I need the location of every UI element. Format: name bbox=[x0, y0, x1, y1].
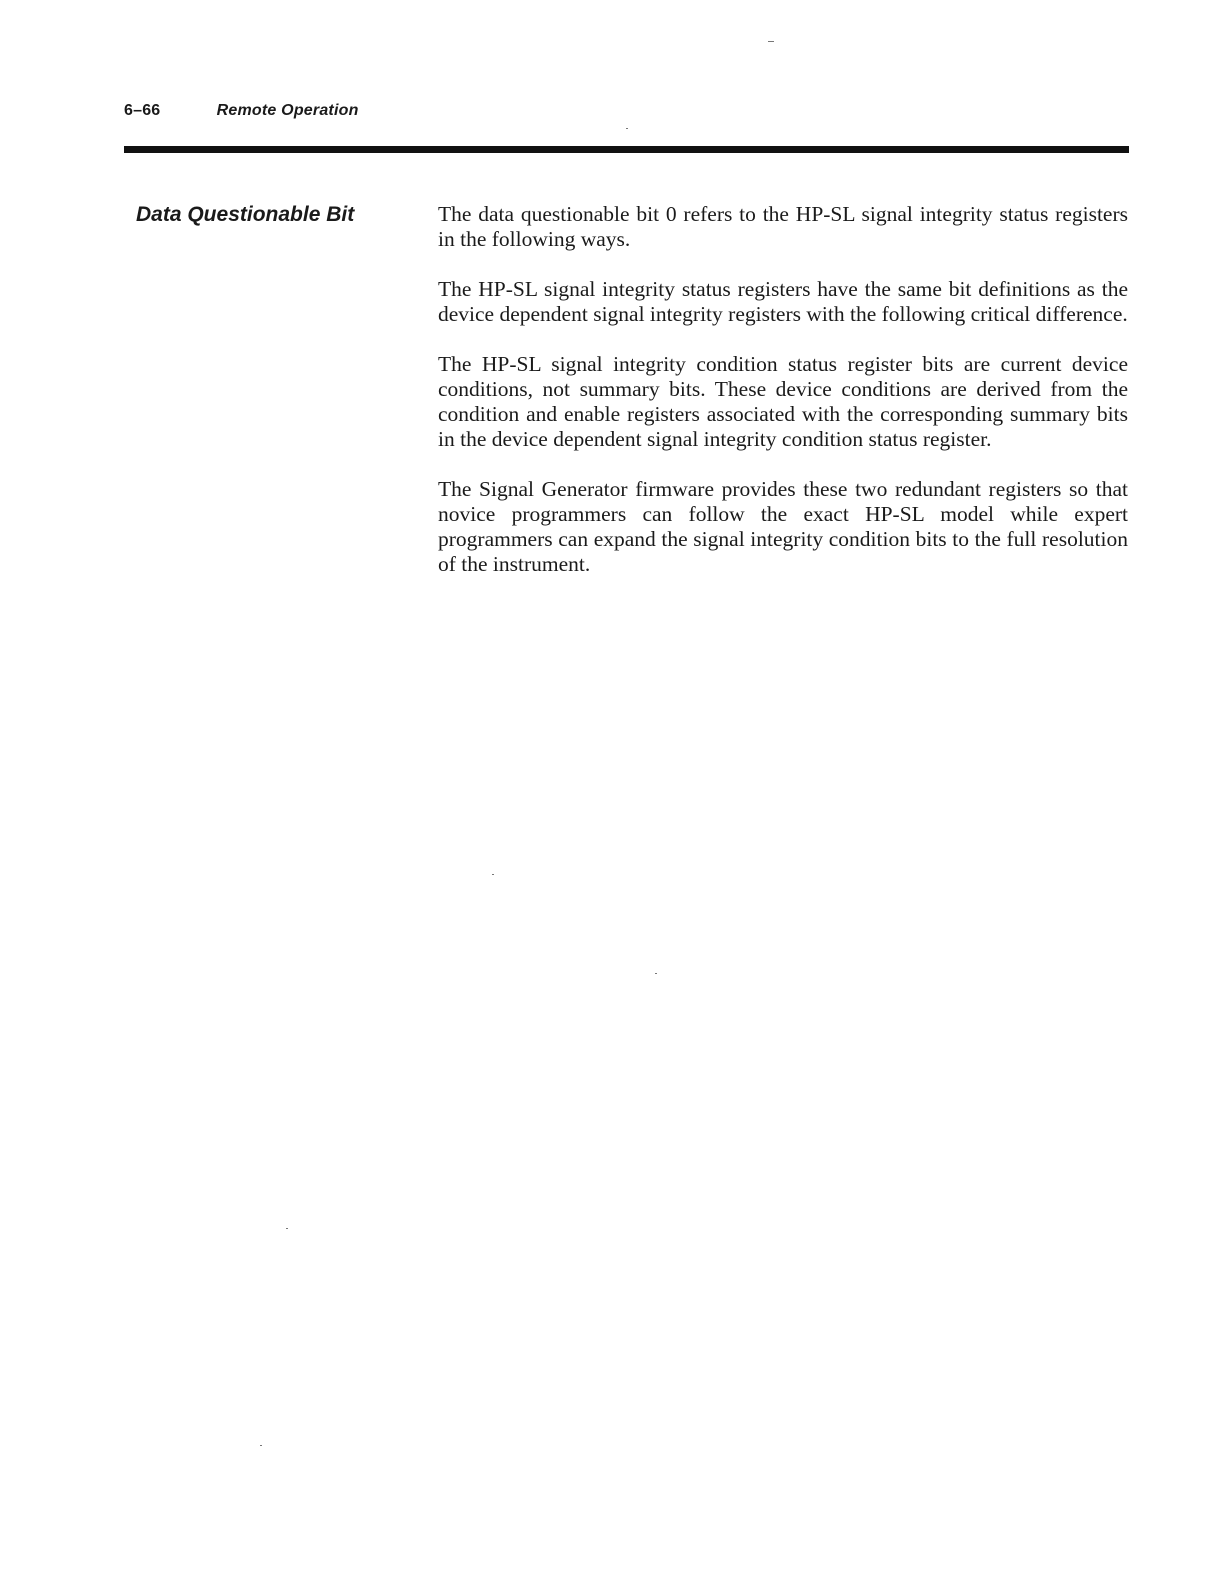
scan-speck bbox=[655, 973, 657, 974]
section-heading: Data Questionable Bit bbox=[136, 203, 355, 226]
scan-speck bbox=[260, 1445, 262, 1446]
paragraph: The HP-SL signal integrity condition status register bits are current device conditions, not summary bits. These device conditions are derived from the condition and enable registers associated with the corresponding summary bits in the device dependent signal integrity condition status register. bbox=[438, 352, 1128, 451]
scan-speck bbox=[286, 1228, 288, 1229]
body-text bbox=[438, 202, 1128, 602]
paragraph: The HP-SL signal integrity status registers have the same bit definitions as the device dependent signal integrity registers with the following critical difference. bbox=[438, 277, 1128, 326]
scan-speck bbox=[768, 41, 774, 42]
page-number: 6–66 bbox=[124, 102, 161, 119]
paragraph: The data questionable bit 0 refers to the HP-SL signal integrity status registers in the following ways. bbox=[438, 202, 1128, 251]
scan-speck bbox=[626, 128, 628, 129]
running-header-title: Remote Operation bbox=[216, 102, 359, 119]
scan-speck bbox=[492, 874, 494, 875]
page-header bbox=[124, 102, 359, 120]
paragraph: The Signal Generator firmware provides these two redundant registers so that novice programmers can follow the exact HP-SL model while expert programmers can expand the signal integrity condition bits to the full resolution of the instrument. bbox=[438, 477, 1128, 576]
header-rule bbox=[124, 146, 1129, 153]
